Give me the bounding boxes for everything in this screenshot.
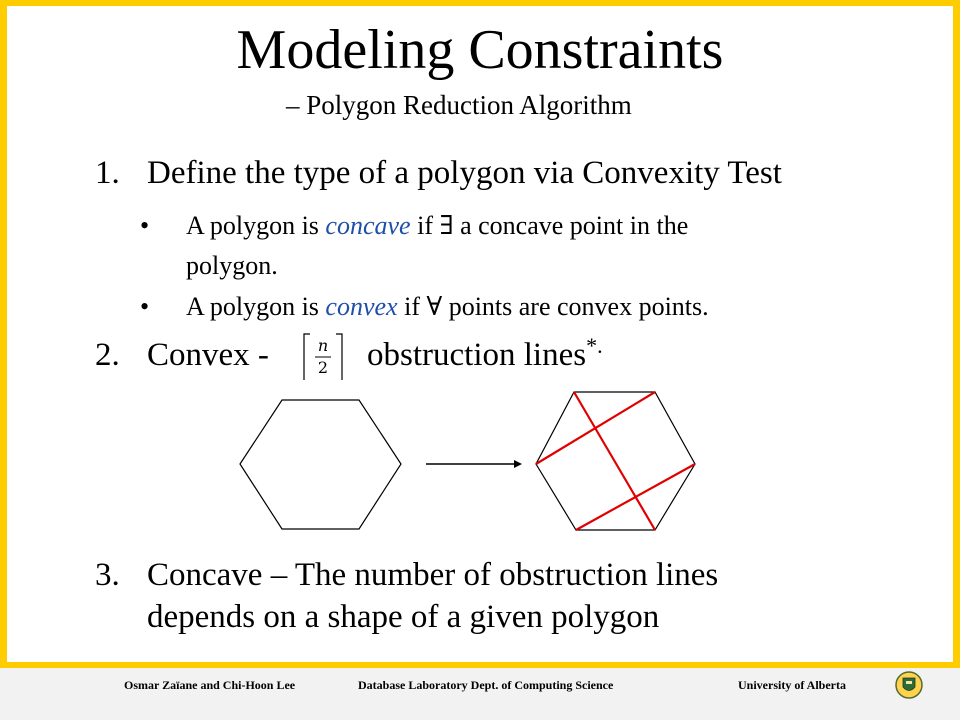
term-concave: concave [325,211,411,240]
item-text-before: Convex - [147,337,269,373]
footer-authors: Osmar Zaïane and Chi-Hoon Lee [124,678,296,692]
bullet-text [186,287,826,327]
ceiling-fraction [298,332,348,382]
university-crest-icon [894,670,924,700]
item-text-after [367,333,603,376]
obstruction-label: obstruction lines [367,337,587,373]
ceiling-right-bracket [336,334,342,380]
slide-title: Modeling Constraints [236,19,724,81]
arrow-head [514,460,522,468]
item-number: 2. [95,337,120,373]
item-text-line1: Concave – The number of obstruction lines [147,557,719,593]
bullet-dot: • [140,211,150,240]
slide-footer [0,668,960,720]
bullet-text-mid: if [410,211,440,240]
bullet-dot: • [140,292,150,321]
bullet-text-pre: A polygon is [186,292,326,321]
bullet-text-mid: if [397,292,427,321]
term-convex: convex [325,292,398,321]
fraction-denominator: 2 [317,358,329,377]
item-text: Define the type of a polygon via Convexity Test [147,155,782,191]
hexagon-original [240,400,401,529]
fraction-numerator: n [317,336,329,355]
bullet-text-line2: polygon. [186,251,278,280]
period: . [597,333,603,358]
hexagon-diagram [0,380,960,550]
bullet-text-pre: A polygon is [186,211,326,240]
bullet-text-post: a concave point in the [453,211,689,240]
item-text-line2: depends on a shape of a given polygon [147,599,660,635]
bullet-text-post: points are convex points. [442,292,709,321]
bullet-text [186,206,826,285]
item-number: 1. [95,155,120,191]
asterisk: * [586,333,598,358]
footer-department: Database Laboratory Dept. of Computing Science [358,678,614,692]
forall-symbol: ∀ [426,292,443,322]
slide-subtitle: – Polygon Reduction Algorithm [286,90,632,120]
ceiling-left-bracket [304,334,310,380]
item-number: 3. [95,557,120,593]
footer-university: University of Alberta [738,678,846,692]
exists-symbol: ∃ [439,211,454,241]
footnote-marker [586,333,603,358]
